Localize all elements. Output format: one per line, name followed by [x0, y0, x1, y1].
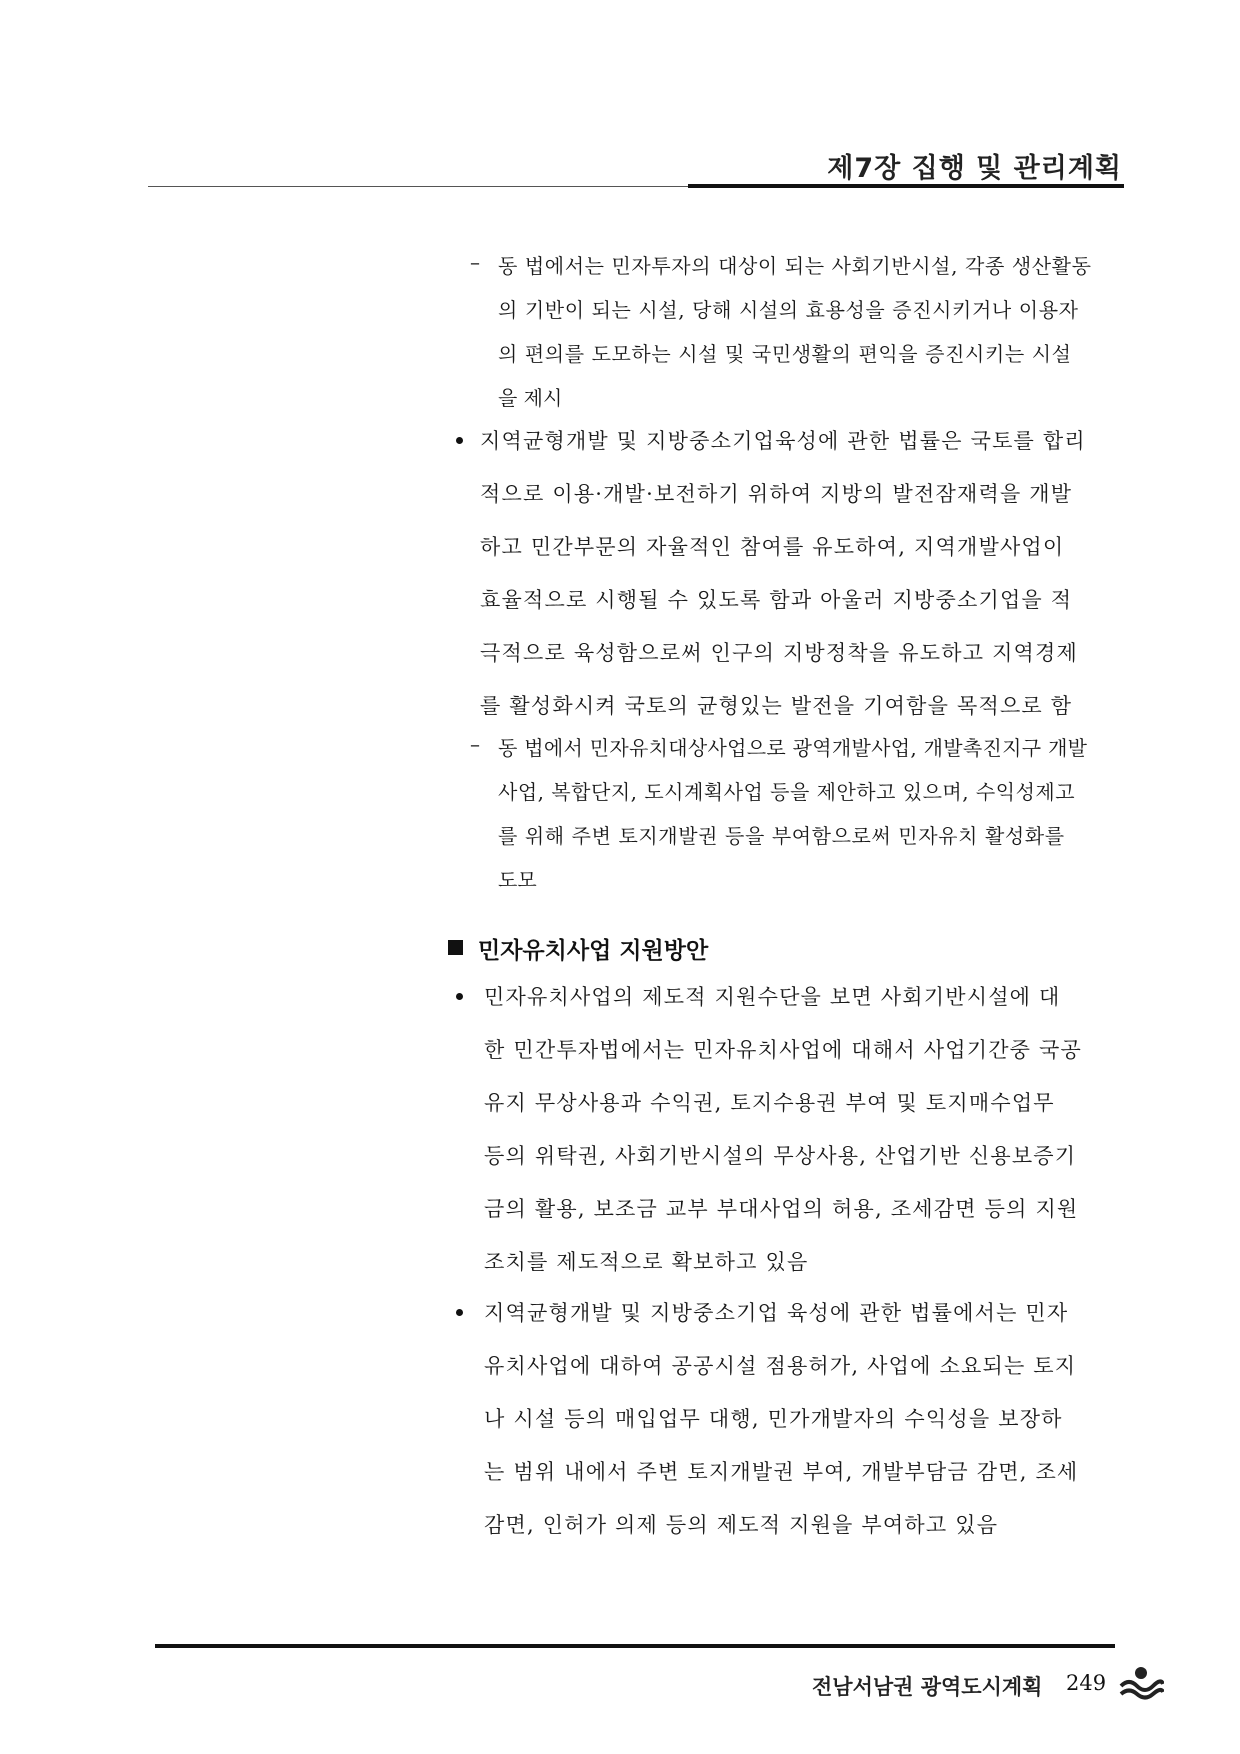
- bullet-icon: [456, 1309, 463, 1316]
- dash-marker: –: [470, 732, 480, 756]
- text-line: 극적으로 육성함으로써 인구의 지방정착을 유도하고 지역경제: [480, 641, 1079, 665]
- text-line: 지역균형개발 및 지방중소기업 육성에 관한 법률에서는 민자: [484, 1301, 1069, 1325]
- footer-plan-title: 전남서남권 광역도시계획: [812, 1675, 1043, 1699]
- text-line: 감면, 인허가 의제 등의 제도적 지원을 부여하고 있음: [484, 1513, 999, 1537]
- wave-logo-icon: [1118, 1664, 1164, 1700]
- header-rule: [148, 186, 688, 187]
- text-line: 나 시설 등의 매입업무 대행, 민가개발자의 수익성을 보장하: [484, 1407, 1063, 1431]
- dash-marker: –: [470, 250, 480, 274]
- text-line: 유치사업에 대하여 공공시설 점용허가, 사업에 소요되는 토지: [484, 1354, 1077, 1378]
- text-line: 유지 무상사용과 수익권, 토지수용권 부여 및 토지매수업무: [484, 1091, 1055, 1115]
- page-number: 249: [1066, 1671, 1107, 1695]
- text-line: 도모: [498, 868, 537, 892]
- text-line: 등의 위탁권, 사회기반시설의 무상사용, 산업기반 신용보증기: [484, 1144, 1077, 1168]
- text-line: 의 기반이 되는 시설, 당해 시설의 효용성을 증진시키거나 이용자: [498, 298, 1079, 322]
- section-heading: 민자유치사업 지원방안: [478, 938, 709, 964]
- text-line: 효율적으로 시행될 수 있도록 함과 아울러 지방중소기업을 적: [480, 588, 1073, 612]
- text-line: 사업, 복합단지, 도시계획사업 등을 제안하고 있으며, 수익성제고: [498, 780, 1076, 804]
- bullet-icon: [456, 437, 463, 444]
- text-line: 금의 활용, 보조금 교부 부대사업의 허용, 조세감면 등의 지원: [484, 1197, 1079, 1221]
- text-line: 을 제시: [498, 386, 563, 410]
- chapter-title: 제7장 집행 및 관리계획: [827, 153, 1122, 184]
- text-line: 를 위해 주변 토지개발권 등을 부여함으로써 민자유치 활성화를: [498, 824, 1065, 848]
- bullet-icon: [456, 993, 463, 1000]
- text-line: 한 민간투자법에서는 민자유치사업에 대해서 사업기간중 국공: [484, 1038, 1083, 1062]
- text-line: 지역균형개발 및 지방중소기업육성에 관한 법률은 국토를 합리: [480, 429, 1086, 453]
- text-line: 하고 민간부문의 자율적인 참여를 유도하여, 지역개발사업이: [480, 535, 1065, 559]
- text-line: 는 범위 내에서 주변 토지개발권 부여, 개발부담금 감면, 조세: [484, 1460, 1079, 1484]
- text-line: 를 활성화시켜 국토의 균형있는 발전을 기여함을 목적으로 함: [480, 694, 1073, 718]
- text-line: 민자유치사업의 제도적 지원수단을 보면 사회기반시설에 대: [484, 985, 1061, 1009]
- text-line: 조치를 제도적으로 확보하고 있음: [484, 1250, 809, 1274]
- footer-rule: [155, 1644, 1115, 1648]
- text-line: 동 법에서 민자유치대상사업으로 광역개발사업, 개발촉진지구 개발: [498, 736, 1088, 760]
- section-square-icon: [448, 940, 463, 955]
- text-line: 동 법에서는 민자투자의 대상이 되는 사회기반시설, 각종 생산활동: [498, 254, 1092, 278]
- header-rule-accent: [688, 184, 1124, 188]
- text-line: 의 편의를 도모하는 시설 및 국민생활의 편익을 증진시키는 시설: [498, 342, 1072, 366]
- text-line: 적으로 이용·개발·보전하기 위하여 지방의 발전잠재력을 개발: [480, 482, 1073, 506]
